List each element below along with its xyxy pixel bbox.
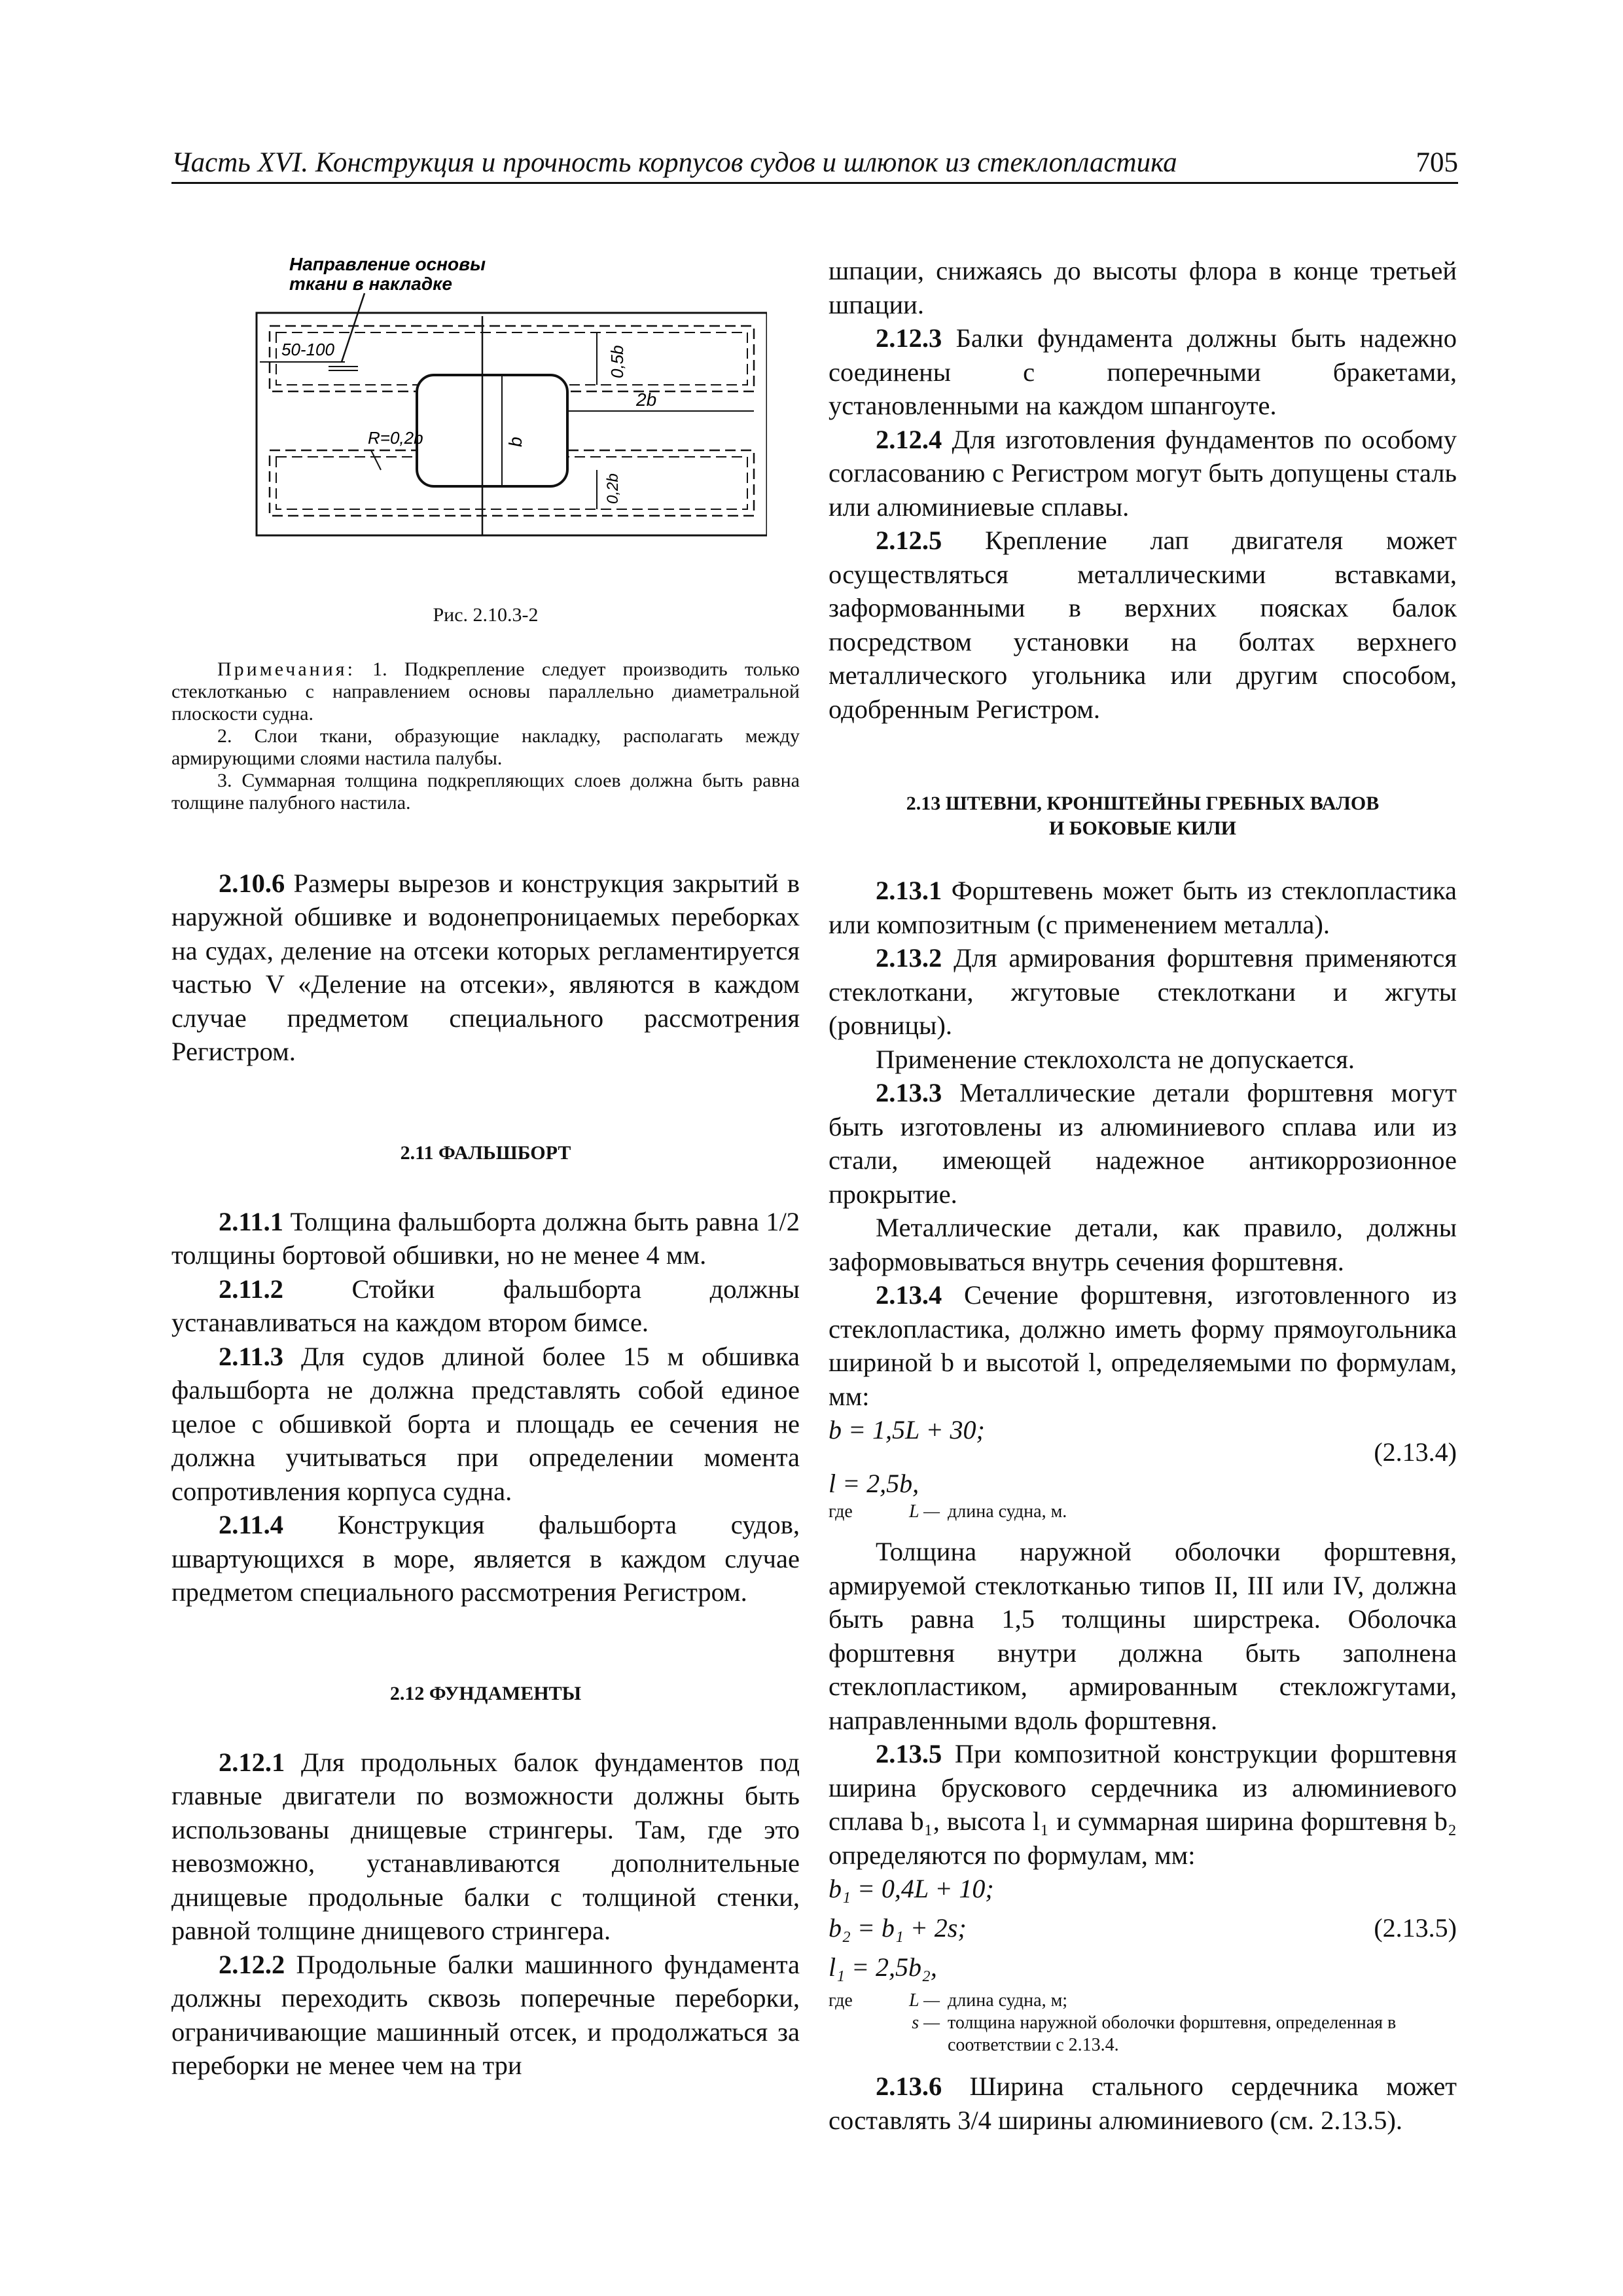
- para-2-13-2: [829, 941, 1457, 1043]
- para-2-12-1-number: 2.12.1: [219, 1747, 285, 1777]
- para-2-12-2-number: 2.12.2: [219, 1949, 285, 1979]
- para-continued: шпации, снижаясь до высоты флора в конце третьей шпации.: [829, 256, 1457, 319]
- para-2-13-3: [829, 1076, 1457, 1211]
- note-1-text: 1. Подкрепление следует производить только стеклотканью с направлением основы параллельно диаметральной плоскости судна.: [171, 658, 800, 725]
- right-column: [829, 254, 1457, 2137]
- formula-number-row: [829, 1437, 1457, 1467]
- where-symbol-2a: L —: [909, 1990, 940, 2011]
- para-2-11-1-number: 2.11.1: [219, 1206, 284, 1236]
- notes-1: [171, 658, 800, 725]
- para-2-13-2-text: Для армирования форштевня применяются стеклоткани, жгутовые стеклоткани и жгуты (ровницы).: [829, 943, 1457, 1040]
- formula-number-2-13-5: (2.13.5): [1374, 1913, 1457, 1943]
- formula-number-2-13-4: (2.13.4): [1374, 1437, 1457, 1467]
- formula-l1-text: l₁ = 2,5b₂,: [829, 1952, 937, 1982]
- dim-radius: R=0,2b: [368, 428, 423, 448]
- para-2-11-4-text: Конструкция фальшборта судов, швартующихся в море, является в каждом случае предметом специального рассмотрения Регистром.: [171, 1510, 800, 1607]
- para-2-11-3-number: 2.11.3: [219, 1341, 284, 1371]
- para-2-13-6-text: Ширина стального сердечника может составлять 3/4 ширины алюминиевого (см. 2.13.5).: [829, 2072, 1457, 2135]
- para-2-10-6: [171, 867, 800, 1069]
- where-desc-2a: длина судна, м;: [948, 1990, 1068, 2011]
- para-2-12-4-number: 2.12.4: [876, 424, 942, 454]
- para-steklo: Применение стеклохолста не допускается.: [876, 1044, 1355, 1074]
- page-header: [171, 143, 1458, 184]
- para-2-12-2: [171, 1948, 800, 2083]
- para-2-10-6-text: Размеры вырезов и конструкция закрытий в наружной обшивке и водонепроницаемых переборках на судах, деление на отсеки которых регламентируется частью V «Деление на отсеки», являются в каждом случае предметом специального рассмотрения Регистром.: [171, 868, 800, 1066]
- para-2-12-1: [171, 1746, 800, 1948]
- para-2-12-3: [829, 321, 1457, 423]
- formula-b1-text: b₁ = 0,4L + 10;: [829, 1874, 994, 1903]
- running-title: Часть XVI. Конструкция и прочность корпусов судов и шлюпок из стеклопластика: [171, 147, 1177, 178]
- where-desc-2b: толщина наружной оболочки форштевня, определенная в соответствии с 2.13.4.: [948, 2013, 1397, 2055]
- para-2-11-2-number: 2.11.2: [219, 1274, 284, 1304]
- para-2-13-5-text: При композитной конструкции форштевня ширина брускового сердечника из алюминиевого сплава b₁, высота l₁ и суммарная ширина форштевня b₂ определяются по формулам, мм:: [829, 1739, 1457, 1870]
- para-2-13-6-number: 2.13.6: [876, 2072, 942, 2101]
- where-block-1: [829, 1501, 1457, 1523]
- where-symbol-2b: s —: [912, 2013, 940, 2033]
- formula-b-text: b = 1,5L + 30;: [829, 1415, 985, 1444]
- dim-b: b: [505, 437, 526, 447]
- figure-caption: Рис. 2.10.3-2: [433, 604, 539, 626]
- annotation-line2: ткани в накладке: [289, 274, 452, 294]
- para-2-11-3: [171, 1340, 800, 1509]
- para-2-13-6: [829, 2070, 1457, 2137]
- formula-l-text: l = 2,5b,: [829, 1469, 919, 1498]
- formula-b2-text: b₂ = b₁ + 2s;: [829, 1913, 967, 1943]
- para-tolshina: Толщина наружной оболочки форштевня, армируемой стеклотканью типов II, III или IV, должна быть равна 1,5 толщины ширстрека. Оболочка форштевня внутри должна быть заполнена стеклопластиком, армированным стекложгутами, направленными вдоль форштевня.: [829, 1537, 1457, 1735]
- para-2-11-2-text: Стойки фальшборта должны устанавливаться на каждом втором бимсе.: [171, 1274, 800, 1337]
- para-2-11-1: [171, 1205, 800, 1272]
- para-2-11-4: [171, 1508, 800, 1609]
- para-2-13-1-text: Форштевень может быть из стеклопластика или композитным (с применением металла).: [829, 876, 1457, 939]
- heading-2-13-line1: 2.13 ШТЕВНИ, КРОНШТЕЙНЫ ГРЕБНЫХ ВАЛОВ: [906, 793, 1380, 814]
- formula-b1: [829, 1872, 1457, 1911]
- left-column: [171, 254, 800, 2083]
- where-label-1: где: [829, 1501, 853, 1522]
- para-2-12-4-text: Для изготовления фундаментов по особому согласованию с Регистром могут быть допущены сталь или алюминиевые сплавы.: [829, 424, 1457, 522]
- formula-b: [829, 1413, 1457, 1447]
- para-2-11-4-number: 2.11.4: [219, 1510, 284, 1539]
- where-label-empty: [829, 2012, 887, 2056]
- para-2-13-2-number: 2.13.2: [876, 943, 942, 973]
- annotation-line1: Направление основы: [289, 254, 486, 274]
- para-2-13-5-number: 2.13.5: [876, 1739, 942, 1768]
- para-2-11-1-text: Толщина фальшборта должна быть равна 1/2 толщины бортовой обшивки, но не менее 4 мм.: [171, 1206, 800, 1270]
- para-2-13-4-number: 2.13.4: [876, 1280, 942, 1310]
- figure-drawing: [204, 254, 767, 594]
- heading-2-12: 2.12 ФУНДАМЕНТЫ: [389, 1682, 582, 1704]
- formula-b2: [829, 1911, 1457, 1950]
- para-2-10-6-number: 2.10.6: [219, 868, 285, 898]
- dim-05b: 0,5b: [607, 345, 627, 378]
- notes-title: Примечания:: [217, 658, 355, 680]
- para-metal: Металлические детали, как правило, должны заформовываться внутрь сечения форштевня.: [829, 1213, 1457, 1276]
- where-label-2: где: [829, 1990, 853, 2011]
- notes-3: 3. Суммарная толщина подкрепляющих слоев должна быть равна толщине палубного настила.: [171, 769, 800, 814]
- para-2-11-3-text: Для судов длиной более 15 м обшивка фальшборта не должна представлять собой единое целое с обшивкой борта и площадь ее сечения не должна учитываться при определении момента сопротивления корпуса судна.: [171, 1341, 800, 1506]
- para-2-13-4: [829, 1278, 1457, 1413]
- para-2-12-3-text: Балки фундамента должны быть надежно соединены с поперечными бракетами, установленными на каждом шпангоуте.: [829, 323, 1457, 420]
- para-2-13-5: [829, 1737, 1457, 1872]
- dim-50-100: 50-100: [281, 340, 334, 359]
- dim-02b: 0,2b: [604, 473, 622, 504]
- notes-2: 2. Слои ткани, образующие накладку, располагать между армирующими слоями настила палубы.: [171, 725, 800, 769]
- heading-2-13-line2: И БОКОВЫЕ КИЛИ: [1049, 817, 1236, 839]
- para-2-12-4: [829, 423, 1457, 524]
- para-2-13-3-text: Металлические детали форштевня могут быть изготовлены из алюминиевого сплава или из стали, имеющей надежное антикоррозионное прокрытие.: [829, 1078, 1457, 1209]
- heading-2-11: 2.11 ФАЛЬШБОРТ: [400, 1141, 571, 1164]
- where-desc-1: длина судна, м.: [948, 1501, 1067, 1522]
- para-2-13-3-number: 2.13.3: [876, 1078, 942, 1107]
- figure-2-10-3-2: [204, 254, 767, 594]
- para-2-13-1: [829, 874, 1457, 941]
- formula-l: [829, 1467, 1457, 1501]
- where-symbol-1: L —: [909, 1501, 940, 1522]
- formula-l1: [829, 1950, 1457, 1990]
- para-2-13-1-number: 2.13.1: [876, 876, 942, 905]
- para-2-12-3-number: 2.12.3: [876, 323, 942, 353]
- para-2-12-5-text: Крепление лап двигателя может осуществляться металлическими вставками, заформованными в верхних поясках балок посредством установки на болтах верхнего металлического угольника или другим способом, одобренным Регистром.: [829, 526, 1457, 724]
- para-2-12-5-number: 2.12.5: [876, 526, 942, 555]
- para-2-11-2: [171, 1272, 800, 1340]
- para-2-12-5: [829, 524, 1457, 726]
- dim-2b: 2b: [636, 389, 657, 410]
- page-number: 705: [1416, 147, 1458, 178]
- where-block-2a: [829, 1990, 1457, 2012]
- para-2-13-4-text: Сечение форштевня, изготовленного из стеклопластика, должно иметь форму прямоугольника шириной b и высотой l, определяемыми по формулам, мм:: [829, 1280, 1457, 1411]
- where-block-2b: [829, 2012, 1457, 2056]
- para-2-12-1-text: Для продольных балок фундаментов под главные двигатели по возможности должны быть использованы днищевые стрингеры. Там, где это невозможно, устанавливаются дополнительные днищевые продольные балки с толщиной стенки, равной толщине днищевого стрингера.: [171, 1747, 800, 1945]
- para-2-12-2-text: Продольные балки машинного фундамента должны переходить сквозь поперечные переборки, ограничивающие машинный отсек, и продолжаться за переборки не менее чем на три: [171, 1949, 800, 2080]
